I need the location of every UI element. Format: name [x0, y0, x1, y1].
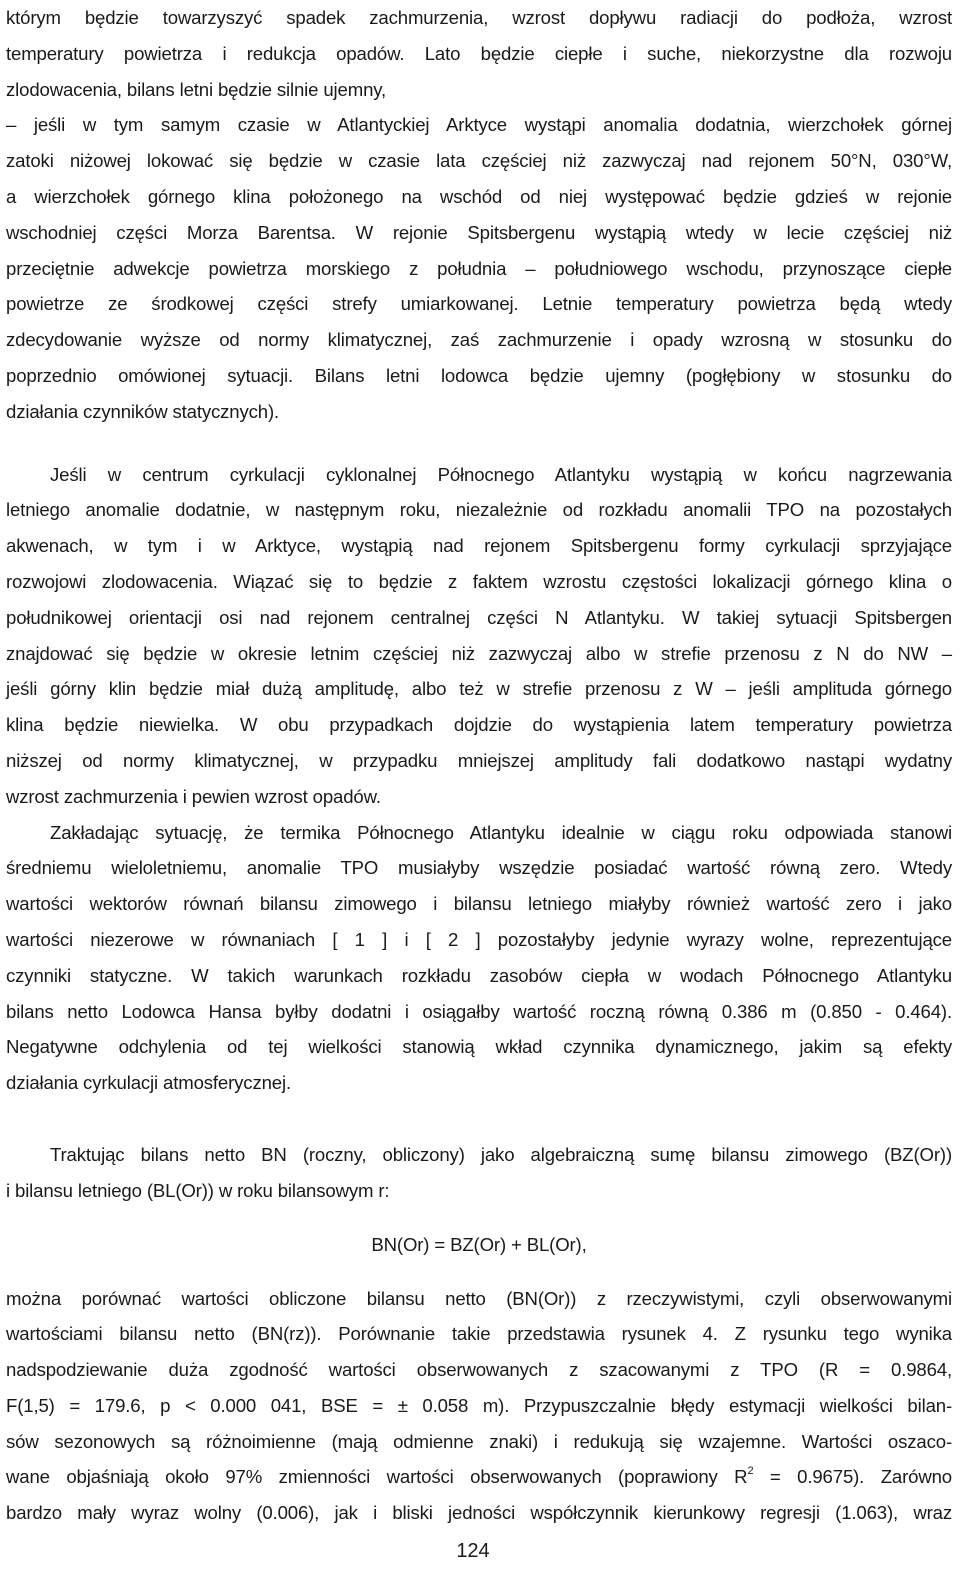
text-line: średniemu wieloletniemu, anomalie TPO musiałyby wszędzie posiadać wartość równą zero. Wtedy — [6, 857, 952, 879]
text-line: wartościami bilansu netto (BN(rz)). Porównanie takie przedstawia rysunek 4. Z rysunku tego wynika — [6, 1323, 952, 1345]
text-line: wzrost zachmurzenia i pewien wzrost opadów. — [6, 785, 381, 807]
superscript: 2 — [747, 1465, 754, 1478]
text-line: jeśli górny klin będzie miał dużą amplitudę, albo też w strefie przenosu z W – jeśli amplituda górnego — [6, 678, 952, 700]
text-line: znajdować się będzie w okresie letnim częściej niż zazwyczaj albo w strefie przenosu z N do NW – — [6, 642, 952, 664]
text-line: akwenach, w tym i w Arktyce, wystąpią nad rejonem Spitsbergenu formy cyrkulacji sprzyjające — [6, 535, 952, 557]
text-line-r-squared — [6, 1459, 952, 1495]
text-line: F(1,5) = 179.6, p < 0.000 041, BSE = ± 0.058 m). Przypuszczalnie błędy estymacji wielkości bilan- — [6, 1394, 952, 1416]
paragraph-5 — [6, 1137, 952, 1209]
paragraph-6 — [6, 1281, 952, 1532]
text-line: Traktując bilans netto BN (roczny, obliczony) jako algebraiczną sumę bilansu zimowego (BZ(Or)) — [50, 1143, 952, 1165]
paragraph-2 — [6, 107, 952, 429]
text-line: wartości wektorów równań bilansu zimowego i bilansu letniego miałyby również wartość zero i jako — [6, 893, 952, 915]
text-line: niższej od normy klimatycznej, w przypadku mniejszej amplitudy fali dodatkowo nastąpi wydatny — [6, 749, 952, 771]
paragraph-1 — [6, 0, 952, 107]
text-line: czynniki statyczne. W takich warunkach rozkładu zasobów ciepła w wodach Północnego Atlantyku — [6, 964, 952, 986]
text-line: i bilansu letniego (BL(Or)) w roku bilansowym r: — [6, 1179, 390, 1201]
equation: BN(Or) = BZ(Or) + BL(Or), — [371, 1233, 587, 1255]
text-line: klina będzie niewielka. W obu przypadkach dojdzie do wystąpienia latem temperatury powietrza — [6, 714, 952, 736]
text-line: nadspodziewanie duża zgodność wartości obserwowanych z szacowanymi z TPO (R = 0.9864, — [6, 1359, 952, 1381]
text-line: Zakładając sytuację, że termika Północnego Atlantyku idealnie w ciągu roku odpowiada stanowi — [50, 821, 952, 843]
paragraph-spacer — [6, 430, 952, 457]
text-line: bilans netto Lodowca Hansa byłby dodatni i osiągałby wartość roczną równą 0.386 m (0.850 - 0.464). — [6, 1000, 952, 1022]
text-line: zatoki niżowej lokować się będzie w czasie lata częściej niż zazwyczaj nad rejonem 50°N, 030°W, — [6, 150, 952, 172]
text-line: a wierzchołek górnego klina położonego na wschód od niej występować będzie gdzieś w rejonie — [6, 185, 952, 207]
text-line: temperatury powietrza i redukcja opadów. Lato będzie ciepłe i suche, niekorzystne dla rozwoju — [6, 42, 952, 64]
text-line: wartości niezerowe w równaniach [ 1 ] i [ 2 ] pozostałyby jedynie wyrazy wolne, reprezentujące — [6, 928, 952, 950]
text-line: południkowej orientacji osi nad rejonem centralnej części N Atlantyku. W takiej sytuacji Spitsbergen — [6, 606, 952, 628]
text-line: bardzo mały wyraz wolny (0.006), jak i bliski jedności współczynnik kierunkowy regresji (1.063), wraz — [6, 1502, 952, 1524]
text-span: = 0.9675). Zarówno — [753, 1466, 952, 1488]
text-line: sów sezonowych są różnoimienne (mają odmienne znaki) i redukują się wzajemne. Wartości oszaco- — [6, 1430, 952, 1452]
text-span: wane objaśniają około 97% zmienności wartości obserwowanych (poprawiony R — [6, 1466, 748, 1488]
text-line: Negatywne odchylenia od tej wielkości stanowią wkład czynnika dynamicznego, jakim są efekty — [6, 1036, 952, 1058]
text-line: działania czynników statycznych). — [6, 400, 280, 422]
paragraph-4 — [6, 815, 952, 1101]
page-number: 124 — [456, 1540, 490, 1562]
text-line: można porównać wartości obliczone bilansu netto (BN(Or)) z rzeczywistymi, czyli obserwowanymi — [6, 1287, 952, 1309]
text-line: Jeśli w centrum cyrkulacji cyklonalnej Północnego Atlantyku wystąpią w końcu nagrzewania — [50, 463, 952, 485]
text-line: zlodowacenia, bilans letni będzie silnie ujemny, — [6, 78, 387, 100]
paragraph-3 — [6, 457, 952, 815]
text-line: poprzednio omówionej sytuacji. Bilans letni lodowca będzie ujemny (pogłębiony w stosunku do — [6, 364, 952, 386]
text-line: rozwojowi zlodowacenia. Wiązać się to będzie z faktem wzrostu częstości lokalizacji górnego klina o — [6, 570, 952, 592]
text-line: zdecydowanie wyższe od normy klimatycznej, zaś zachmurzenie i opady wzrosną w stosunku do — [6, 329, 952, 351]
text-line: powietrze ze środkowej części strefy umiarkowanej. Letnie temperatury powietrza będą wtedy — [6, 293, 952, 315]
document-page — [6, 0, 952, 1531]
text-line: działania cyrkulacji atmosferycznej. — [6, 1072, 291, 1094]
text-line: letniego anomalie dodatnie, w następnym roku, niezależnie od rozkładu anomalii TPO na pozostałych — [6, 499, 952, 521]
text-line: – jeśli w tym samym czasie w Atlantyckiej Arktyce wystąpi anomalia dodatnia, wierzchołek górnej — [6, 114, 952, 136]
text-line: którym będzie towarzyszyć spadek zachmurzenia, wzrost dopływu radiacji do podłoża, wzrost — [6, 7, 952, 28]
text-line: przeciętnie adwekcje powietrza morskiego z południa – południowego wschodu, przynoszące ciepłe — [6, 257, 952, 279]
paragraph-spacer — [6, 1101, 952, 1137]
text-line: wschodniej części Morza Barentsa. W rejonie Spitsbergenu wystąpią wtedy w lecie częściej niż — [6, 221, 952, 243]
